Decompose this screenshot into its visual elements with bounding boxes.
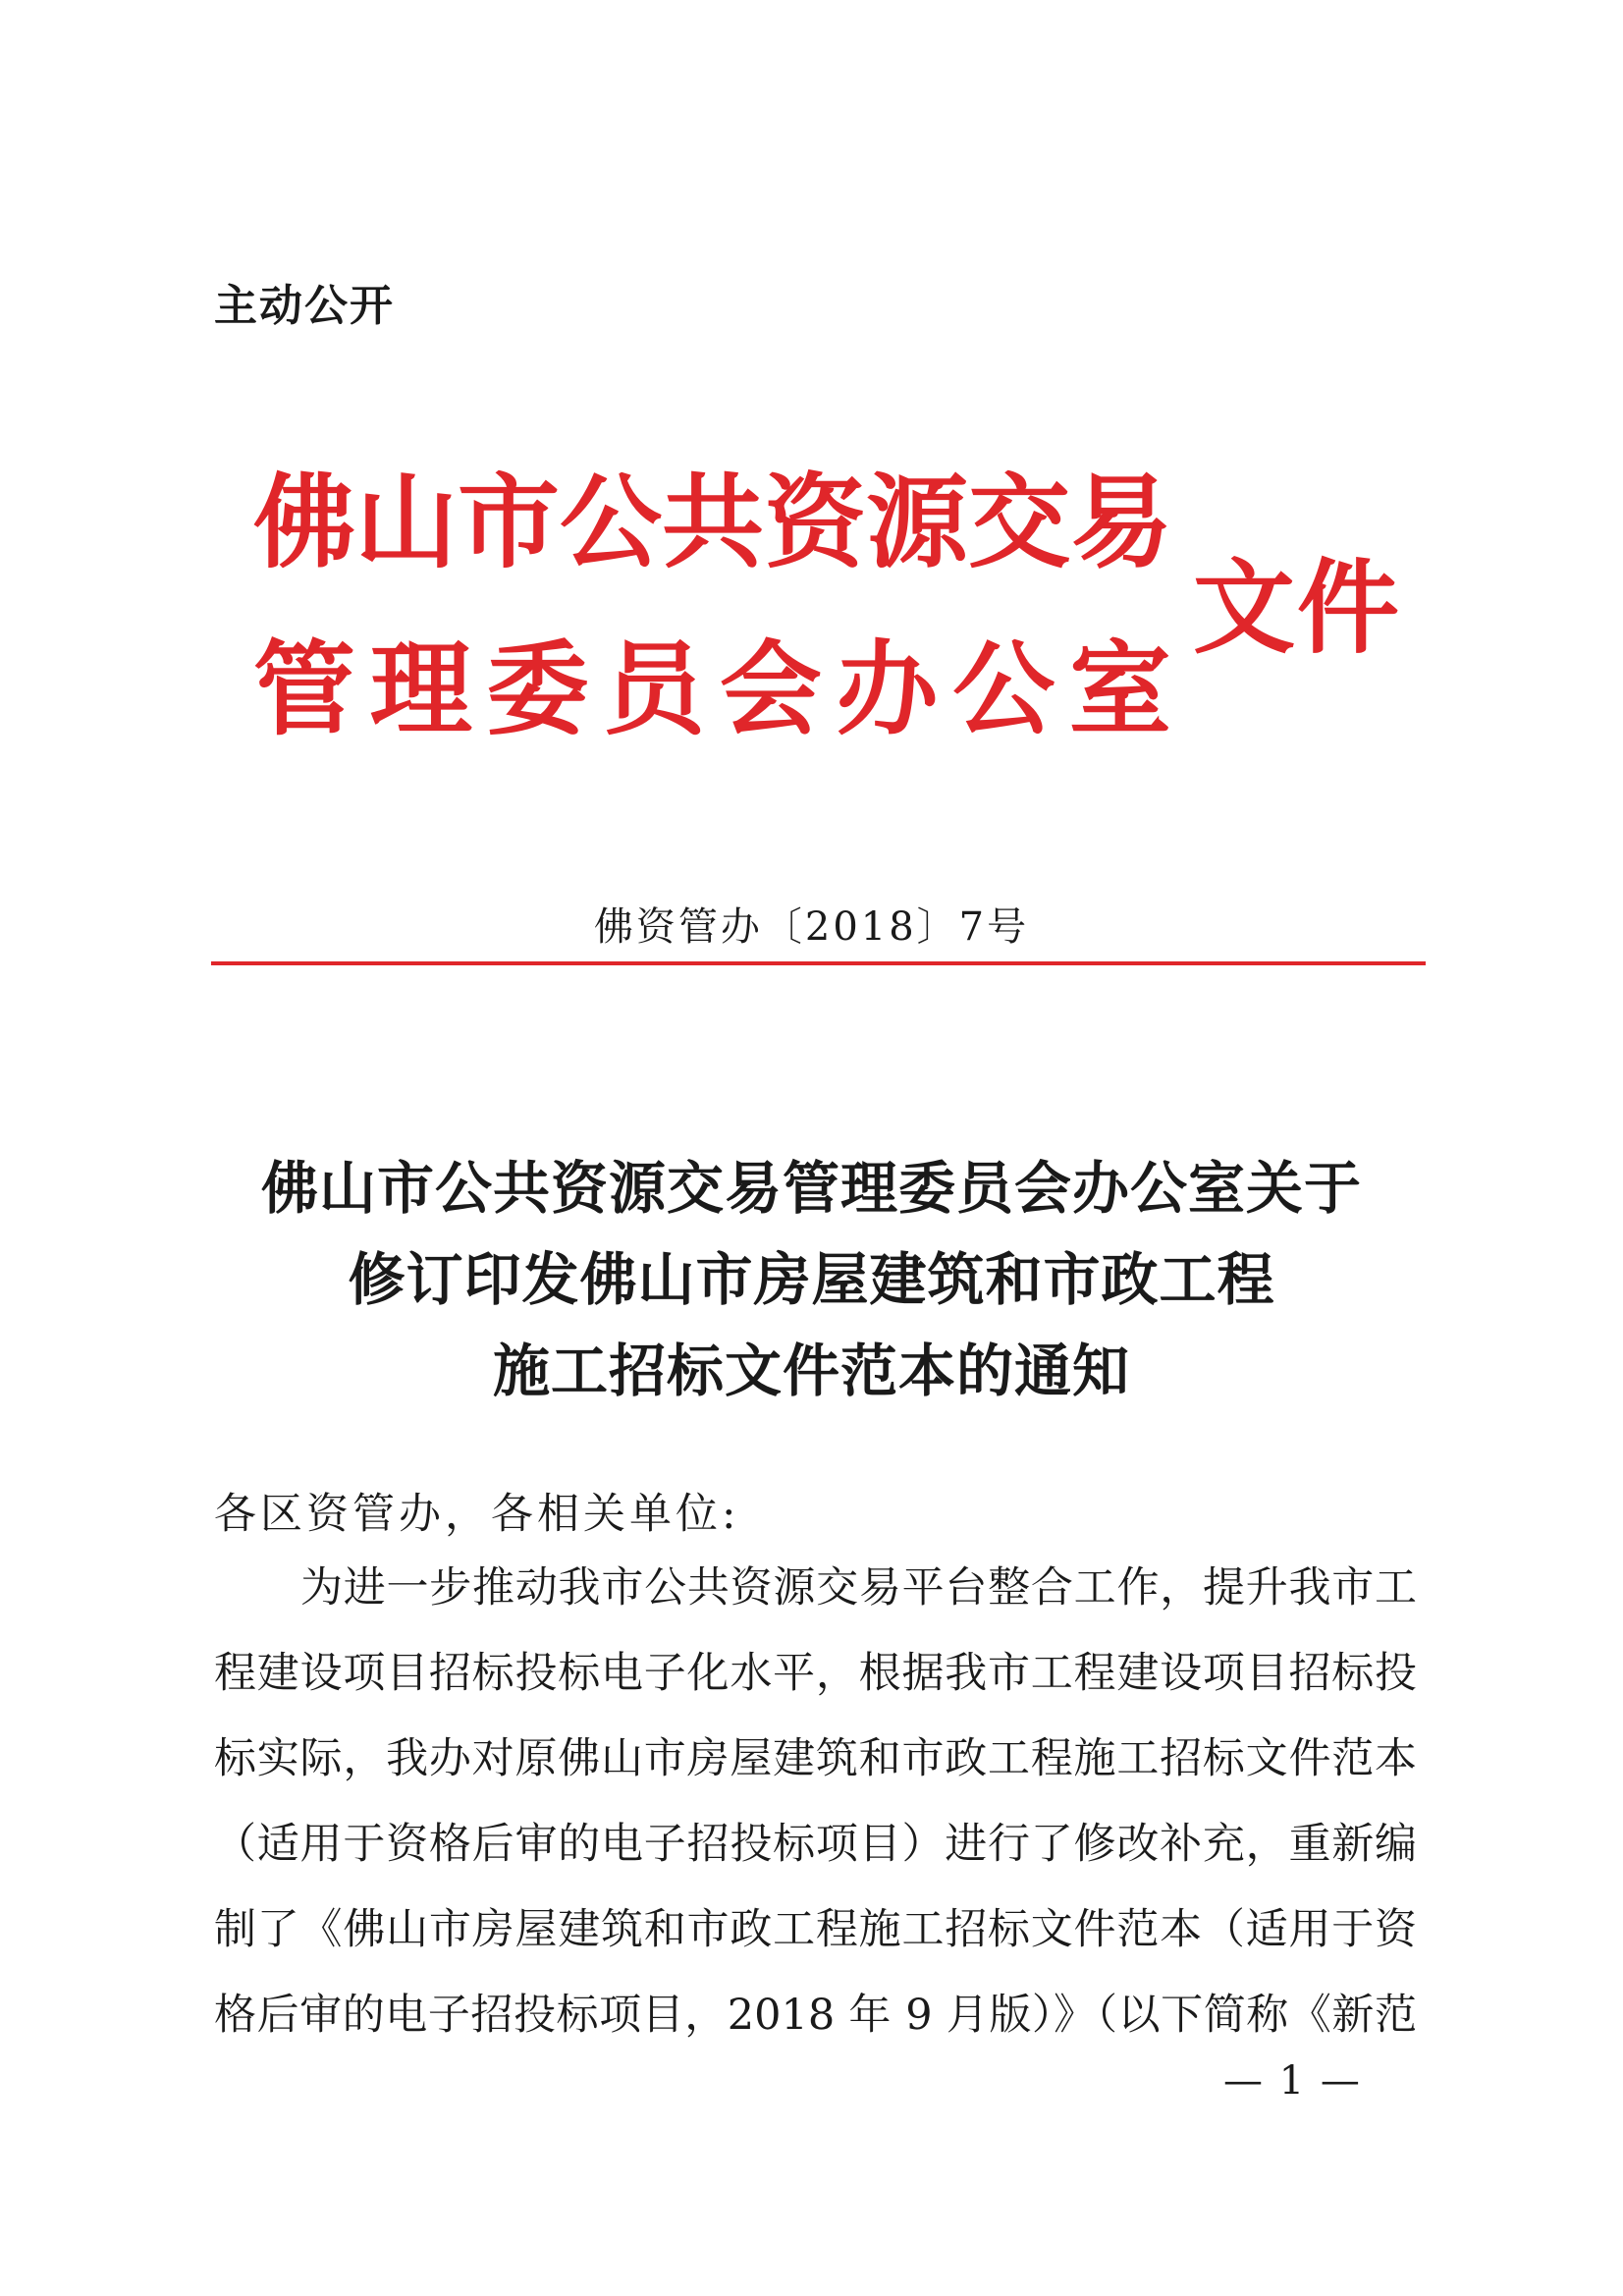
header-char: 会 [719, 629, 822, 749]
header-char: 源 [866, 463, 969, 582]
header-char: 室 [1068, 629, 1171, 749]
header-org-line1 [253, 463, 1173, 582]
header-char: 山 [355, 463, 459, 582]
header-char: 委 [486, 629, 589, 749]
red-divider-line [211, 961, 1426, 965]
header-char: 公 [952, 629, 1055, 749]
page-number: — 1 — [1223, 2058, 1362, 2104]
body-paragraph-line: 程建设项目招标投标电子化水平，根据我市工程建设项目招标投 [214, 1649, 1417, 1698]
header-char: 共 [662, 463, 765, 582]
document-title-line1: 佛山市公共资源交易管理委员会办公室关于 [260, 1155, 1362, 1222]
header-org-line2 [253, 629, 1171, 749]
body-paragraph-line: 格后审的电子招投标项目，2018 年 9 月版）》（以下简称《新范 [214, 1991, 1417, 2040]
disclosure-label: 主动公开 [214, 281, 395, 331]
header-char: 公 [560, 463, 663, 582]
body-paragraph-line: （适用于资格后审的电子招投标项目）进行了修改补充，重新编 [214, 1820, 1417, 1869]
document-title-line2: 修订印发佛山市房屋建筑和市政工程 [348, 1246, 1275, 1313]
header-char: 资 [764, 463, 867, 582]
header-char: 交 [968, 463, 1071, 582]
header-char: 易 [1070, 463, 1173, 582]
header-char: 理 [369, 629, 472, 749]
body-paragraph-line: 标实际，我办对原佛山市房屋建筑和市政工程施工招标文件范本 [214, 1734, 1417, 1783]
header-char: 佛 [253, 463, 356, 582]
header-char: 管 [253, 629, 356, 749]
header-suffix: 文件 [1193, 548, 1402, 668]
header-char: 市 [458, 463, 561, 582]
body-paragraph-line: 为进一步推动我市公共资源交易平台整合工作，提升我市工 [300, 1563, 1417, 1613]
body-paragraph-line: 制了《佛山市房屋建筑和市政工程施工招标文件范本（适用于资 [214, 1905, 1417, 1954]
document-number: 佛资管办〔2018〕7号 [593, 904, 1030, 950]
document-title-line3: 施工招标文件范本的通知 [492, 1338, 1130, 1404]
header-char: 员 [603, 629, 706, 749]
header-char: 办 [836, 629, 939, 749]
salutation: 各区资管办，各相关单位: [214, 1490, 740, 1539]
